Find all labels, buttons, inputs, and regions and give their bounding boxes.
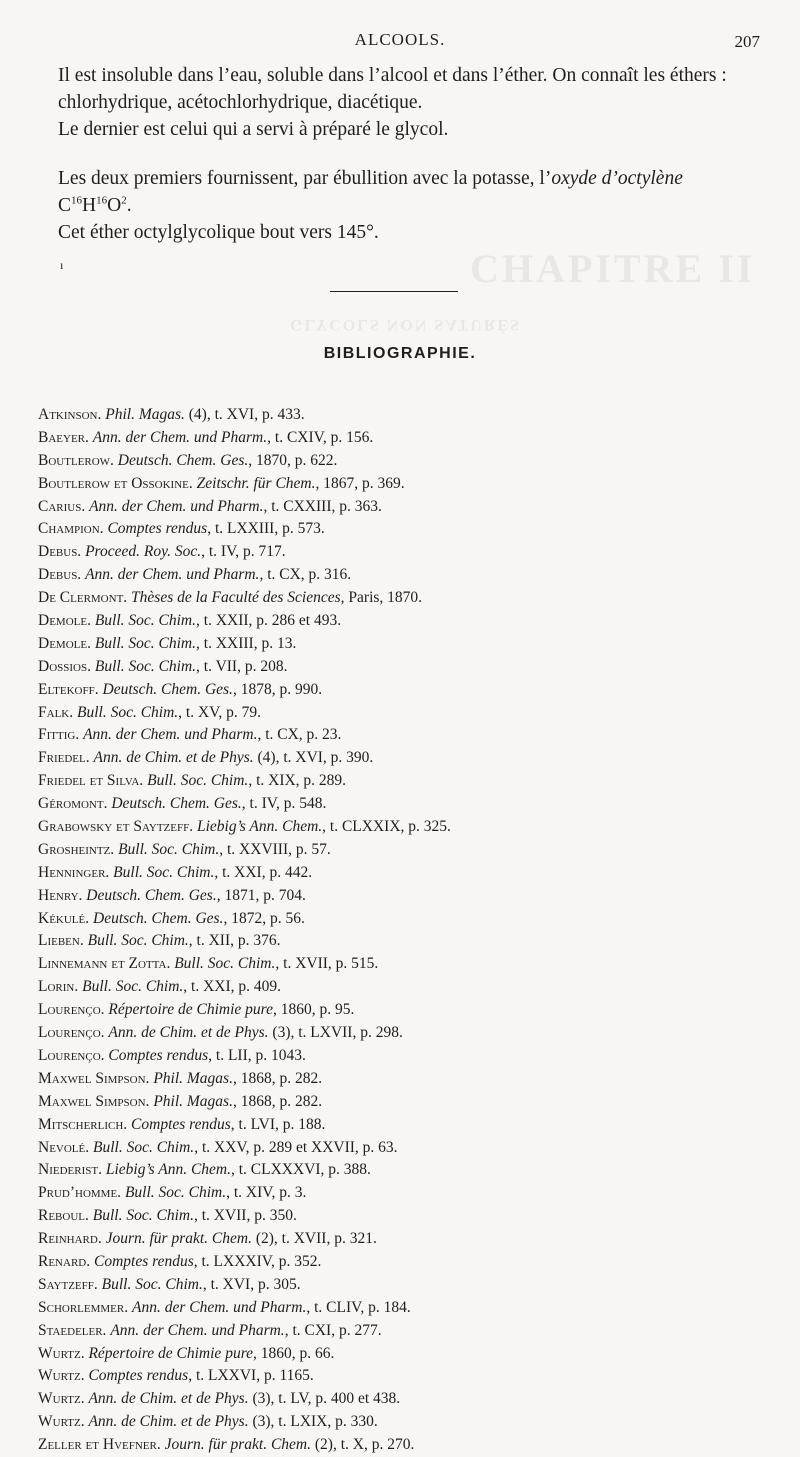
entry-author: Saytzeff.	[38, 1275, 102, 1293]
entry-details: , t. XII, p. 376.	[188, 932, 281, 950]
bibliography-entry	[38, 1091, 778, 1114]
entry-journal: Ann. de Chim. et de Phys.	[108, 1024, 269, 1042]
bibliography-entry	[38, 450, 778, 473]
entry-details: , 1878, p. 990.	[232, 680, 323, 698]
entry-author: Lourenço.	[38, 1001, 109, 1019]
entry-details: , 1860, p. 95.	[272, 1001, 355, 1019]
bibliography-entry	[38, 518, 778, 541]
entry-details: (4), t. XVI, p. 390.	[253, 749, 374, 767]
entry-details: , 1868, p. 282.	[232, 1092, 323, 1110]
entry-author: Wurtz.	[38, 1367, 89, 1385]
bibliography-entry	[38, 610, 778, 633]
chemical-formula: $C^{16}H^{16}O^2$.	[58, 194, 132, 216]
entry-details: , t. VII, p. 208.	[196, 657, 288, 675]
bibliography-entry	[38, 885, 778, 908]
entry-details: , t. XVII, p. 515.	[275, 955, 379, 973]
bibliography-entry	[38, 839, 778, 862]
bibliography-entry	[38, 1182, 778, 1205]
bibliography-entry	[38, 1320, 778, 1343]
entry-details: , t. CXI, p. 277.	[284, 1321, 382, 1339]
entry-journal: Ann. de Chim. et de Phys.	[88, 1413, 249, 1431]
entry-author: Maxwel Simpson.	[38, 1092, 154, 1110]
entry-author: Niederist.	[38, 1161, 106, 1179]
bibliography-entry	[38, 564, 778, 587]
entry-details: , 1870, p. 622.	[248, 451, 338, 469]
entry-author: Staedeler.	[38, 1321, 111, 1339]
entry-journal: Deutsch. Chem. Ges.	[86, 886, 217, 904]
entry-details: , t. LXXXIV, p. 352.	[193, 1252, 322, 1270]
entry-journal: Phil. Magas.	[105, 406, 185, 423]
entry-details: , t. IV, p. 548.	[241, 795, 327, 813]
paragraph-text: Les deux premiers fournissent, par ébullition avec la potasse, l’	[58, 168, 552, 189]
entry-journal: Bull. Soc. Chim.	[101, 1275, 203, 1293]
entry-details: , t. XVI, p. 305.	[202, 1275, 301, 1293]
entry-details: (3), t. LXVII, p. 298.	[268, 1024, 403, 1042]
entry-author: Schorlemmer.	[38, 1298, 132, 1316]
bibliography-entry	[38, 1434, 778, 1457]
entry-author: Wurtz.	[38, 1390, 89, 1408]
bibliography-entry	[38, 473, 778, 496]
paragraph: Le dernier est celui qui a servi à préparé le glycol.	[58, 119, 449, 140]
entry-author: Fittig.	[38, 726, 84, 744]
show-through-text: GLYCOLS NON SATURÉS	[290, 316, 521, 333]
entry-author: De Clermont.	[38, 589, 132, 607]
entry-journal: Bull. Soc. Chim.	[82, 978, 184, 996]
entry-author: Wurtz.	[38, 1413, 89, 1431]
entry-journal: Comptes rendus	[107, 520, 208, 538]
bibliography-entry	[38, 1297, 778, 1320]
page-number: 207	[734, 32, 760, 51]
entry-author: Kékulé.	[38, 909, 93, 927]
entry-details: , Paris, 1870.	[340, 589, 423, 607]
entry-details: , t. XXII, p. 286 et 493.	[196, 612, 342, 630]
entry-journal: Bull. Soc. Chim.	[93, 1138, 195, 1156]
entry-author: Lourenço.	[38, 1046, 109, 1064]
entry-author: Wurtz.	[38, 1344, 89, 1362]
entry-author: Géromont.	[38, 795, 112, 813]
entry-journal: Bull. Soc. Chim.	[113, 863, 215, 881]
bibliography-entry	[38, 496, 778, 519]
entry-journal: Phil. Magas.	[153, 1069, 233, 1087]
entry-details: , t. CXXIII, p. 363.	[263, 497, 382, 515]
bibliography-entry	[38, 930, 778, 953]
entry-details: , t. CX, p. 316.	[259, 566, 352, 584]
bibliography-entry	[38, 1274, 778, 1297]
entry-author: Reboul.	[38, 1207, 93, 1225]
entry-journal: Bull. Soc. Chim.	[92, 1207, 194, 1225]
entry-author: Henry.	[38, 886, 87, 904]
entry-journal: Liebig’s Ann. Chem.	[196, 818, 323, 836]
bibliography-entry	[38, 747, 778, 770]
entry-journal: Ann. de Chim. et de Phys.	[93, 749, 254, 767]
entry-journal: Deutsch. Chem. Ges.	[93, 909, 224, 927]
bibliography-entry	[38, 793, 778, 816]
entry-author: Renard.	[38, 1252, 94, 1270]
entry-journal: Proceed. Roy. Soc.	[85, 543, 202, 561]
show-through-text: CHAPITRE II	[470, 246, 756, 291]
entry-details: , t. XV, p. 79.	[178, 703, 261, 721]
entry-author: Debus.	[38, 566, 86, 584]
bibliography-entry	[38, 816, 778, 839]
entry-author: Grosheintz.	[38, 840, 119, 858]
entry-journal: Liebig’s Ann. Chem.	[105, 1161, 231, 1179]
entry-details: (2), t. X, p. 270.	[311, 1436, 415, 1454]
entry-details: , t. XXIII, p. 13.	[196, 634, 297, 652]
entry-journal: Ann. der Chem. und Pharm.	[132, 1298, 307, 1316]
entry-journal: Ann. der Chem. und Pharm.	[89, 497, 264, 515]
bibliography-list	[38, 404, 778, 1457]
bibliography-entry	[38, 724, 778, 747]
bibliography-entry	[38, 862, 778, 885]
bibliography-entry	[38, 1159, 778, 1182]
entry-journal: Deutsch. Chem. Ges.	[111, 795, 242, 813]
stray-mark: ı	[60, 258, 64, 272]
entry-journal: Bull. Soc. Chim.	[87, 932, 189, 950]
bibliography-entry	[38, 1228, 778, 1251]
entry-details: , t. LII, p. 1043.	[208, 1046, 306, 1064]
entry-details: , t. IV, p. 717.	[201, 543, 286, 561]
entry-details: , 1872, p. 56.	[223, 909, 305, 927]
entry-journal: Comptes rendus	[131, 1115, 231, 1133]
entry-journal: Bull. Soc. Chim.	[147, 772, 249, 790]
body-text	[58, 62, 768, 246]
entry-journal: Répertoire de Chimie pure	[88, 1344, 254, 1362]
entry-details: , t. CLXXXVI, p. 388.	[231, 1161, 371, 1179]
paragraph: Cet éther octylglycolique bout vers 145°.	[58, 222, 379, 243]
entry-details: , t. CXIV, p. 156.	[267, 428, 374, 446]
section-divider	[330, 291, 458, 292]
entry-author: Baeyer.	[38, 428, 93, 446]
entry-author: Lieben.	[38, 932, 88, 950]
page-header	[0, 30, 800, 54]
entry-author: Dossios.	[38, 657, 95, 675]
entry-journal: Deutsch. Chem. Ges.	[102, 680, 233, 698]
bibliography-entry	[38, 404, 778, 427]
entry-author: Atkinson.	[38, 406, 106, 423]
bibliography-entry	[38, 427, 778, 450]
entry-journal: Bull. Soc. Chim.	[118, 840, 220, 858]
bibliography-entry	[38, 908, 778, 931]
entry-details: , t. XXVIII, p. 57.	[219, 840, 331, 858]
bibliography-entry	[38, 953, 778, 976]
entry-details: , t. XVII, p. 350.	[193, 1207, 297, 1225]
entry-author: Falk.	[38, 703, 77, 721]
entry-details: , t. CLIV, p. 184.	[306, 1298, 411, 1316]
entry-journal: Bull. Soc. Chim.	[94, 634, 197, 652]
entry-author: Grabowsky et Saytzeff.	[38, 818, 197, 836]
entry-author: Linnemann et Zotta.	[38, 955, 175, 973]
entry-author: Prud’homme.	[38, 1184, 125, 1202]
entry-author: Friedel.	[38, 749, 94, 767]
entry-author: Reinhard.	[38, 1230, 106, 1248]
entry-author: Eltekoff.	[38, 680, 103, 698]
entry-author: Mitscherlich.	[38, 1115, 132, 1133]
entry-author: Boutlerow et Ossokine.	[38, 474, 197, 492]
entry-journal: Ann. der Chem. und Pharm.	[85, 566, 260, 584]
entry-journal: Deutsch. Chem. Ges.	[117, 451, 249, 469]
entry-journal: Zeitschr. für Chem.	[196, 474, 316, 492]
entry-journal: Bull. Soc. Chim.	[174, 955, 276, 973]
entry-journal: Ann. der Chem. und Pharm.	[110, 1321, 285, 1339]
bibliography-entry	[38, 770, 778, 793]
entry-details: (2), t. XVII, p. 321.	[251, 1230, 377, 1248]
bibliography-entry	[38, 1205, 778, 1228]
entry-author: Champion.	[38, 520, 108, 538]
entry-author: Nevolé.	[38, 1138, 93, 1156]
entry-author: Lorin.	[38, 978, 83, 996]
entry-author: Zeller et Hvefner.	[38, 1436, 165, 1454]
entry-author: Henninger.	[38, 863, 114, 881]
paragraph	[58, 165, 768, 192]
entry-journal: Ann. de Chim. et de Phys.	[88, 1390, 249, 1408]
bibliography-entry	[38, 1114, 778, 1137]
bibliography-entry	[38, 656, 778, 679]
entry-author: Demole.	[38, 634, 95, 652]
entry-journal: Journ. für prakt. Chem.	[164, 1436, 311, 1454]
entry-journal: Journ. für prakt. Chem.	[105, 1230, 252, 1248]
bibliography-entry	[38, 702, 778, 725]
entry-details: , t. XIX, p. 289.	[248, 772, 347, 790]
entry-journal: Répertoire de Chimie pure	[108, 1001, 273, 1019]
bibliography-entry	[38, 999, 778, 1022]
bibliography-entry	[38, 1411, 778, 1434]
bibliography-entry	[38, 976, 778, 999]
entry-journal: Bull. Soc. Chim.	[94, 657, 197, 675]
entry-details: , 1868, p. 282.	[232, 1069, 323, 1087]
bibliography-entry	[38, 679, 778, 702]
entry-journal: Bull. Soc. Chim.	[124, 1184, 227, 1202]
entry-details: , t. LXXVI, p. 1165.	[188, 1367, 314, 1385]
entry-journal: Comptes rendus	[88, 1367, 189, 1385]
entry-details: , t. LXXIII, p. 573.	[207, 520, 325, 538]
bibliography-entry	[38, 1068, 778, 1091]
entry-details: (4), t. XVI, p. 433.	[184, 406, 305, 423]
entry-journal: Ann. der Chem. und Pharm.	[83, 726, 258, 744]
entry-journal: Bull. Soc. Chim.	[94, 612, 197, 630]
entry-author: Demole.	[38, 612, 95, 630]
bibliography-entry	[38, 1388, 778, 1411]
entry-details: (3), t. LV, p. 400 et 438.	[248, 1390, 401, 1408]
entry-journal: Ann. der Chem. und Pharm.	[92, 428, 268, 446]
entry-details: , t. XIV, p. 3.	[226, 1184, 307, 1202]
entry-author: Debus.	[38, 543, 86, 561]
entry-details: (3), t. LXIX, p. 330.	[248, 1413, 378, 1431]
entry-author: Friedel et Silva.	[38, 772, 148, 790]
bibliography-entry	[38, 587, 778, 610]
entry-journal: Bull. Soc. Chim.	[76, 703, 179, 721]
bibliography-entry	[38, 633, 778, 656]
bibliography-entry	[38, 541, 778, 564]
running-title: ALCOOLS.	[354, 30, 446, 49]
entry-author: Lourenço.	[38, 1024, 109, 1042]
entry-details: , t. XXI, p. 442.	[214, 863, 313, 881]
entry-details: , t. CX, p. 23.	[257, 726, 342, 744]
entry-details: , t. XXI, p. 409.	[183, 978, 282, 996]
bibliography-entry	[38, 1343, 778, 1366]
entry-details: , 1867, p. 369.	[315, 474, 405, 492]
entry-journal: Comptes rendus	[93, 1252, 194, 1270]
entry-author: Boutlerow.	[38, 451, 118, 469]
entry-details: , t. LVI, p. 188.	[230, 1115, 326, 1133]
entry-details: , t. CLXXIX, p. 325.	[322, 818, 451, 836]
entry-author: Carius.	[38, 497, 90, 515]
bibliography-entry	[38, 1251, 778, 1274]
paragraph: Il est insoluble dans l’eau, soluble dans l’alcool et dans l’éther. On connaît les éthers : chlorhydrique, acétochlorhydrique, diacétique.	[58, 65, 727, 113]
entry-author: Maxwel Simpson.	[38, 1069, 154, 1087]
bibliography-entry	[38, 1022, 778, 1045]
entry-details: , 1871, p. 704.	[216, 886, 306, 904]
entry-details: , 1860, p. 66.	[253, 1344, 335, 1362]
section-title: BIBLIOGRAPHIE.	[323, 345, 477, 362]
bibliography-entry	[38, 1137, 778, 1160]
entry-details: , t. XXV, p. 289 et XXVII, p. 63.	[194, 1138, 398, 1156]
entry-journal: Phil. Magas.	[153, 1092, 233, 1110]
entry-journal: Thèses de la Faculté des Sciences	[131, 589, 341, 607]
italic-term: oxyde d’octylène	[551, 168, 683, 189]
bibliography-entry	[38, 1045, 778, 1068]
entry-journal: Comptes rendus	[108, 1046, 209, 1064]
bibliography-entry	[38, 1365, 778, 1388]
